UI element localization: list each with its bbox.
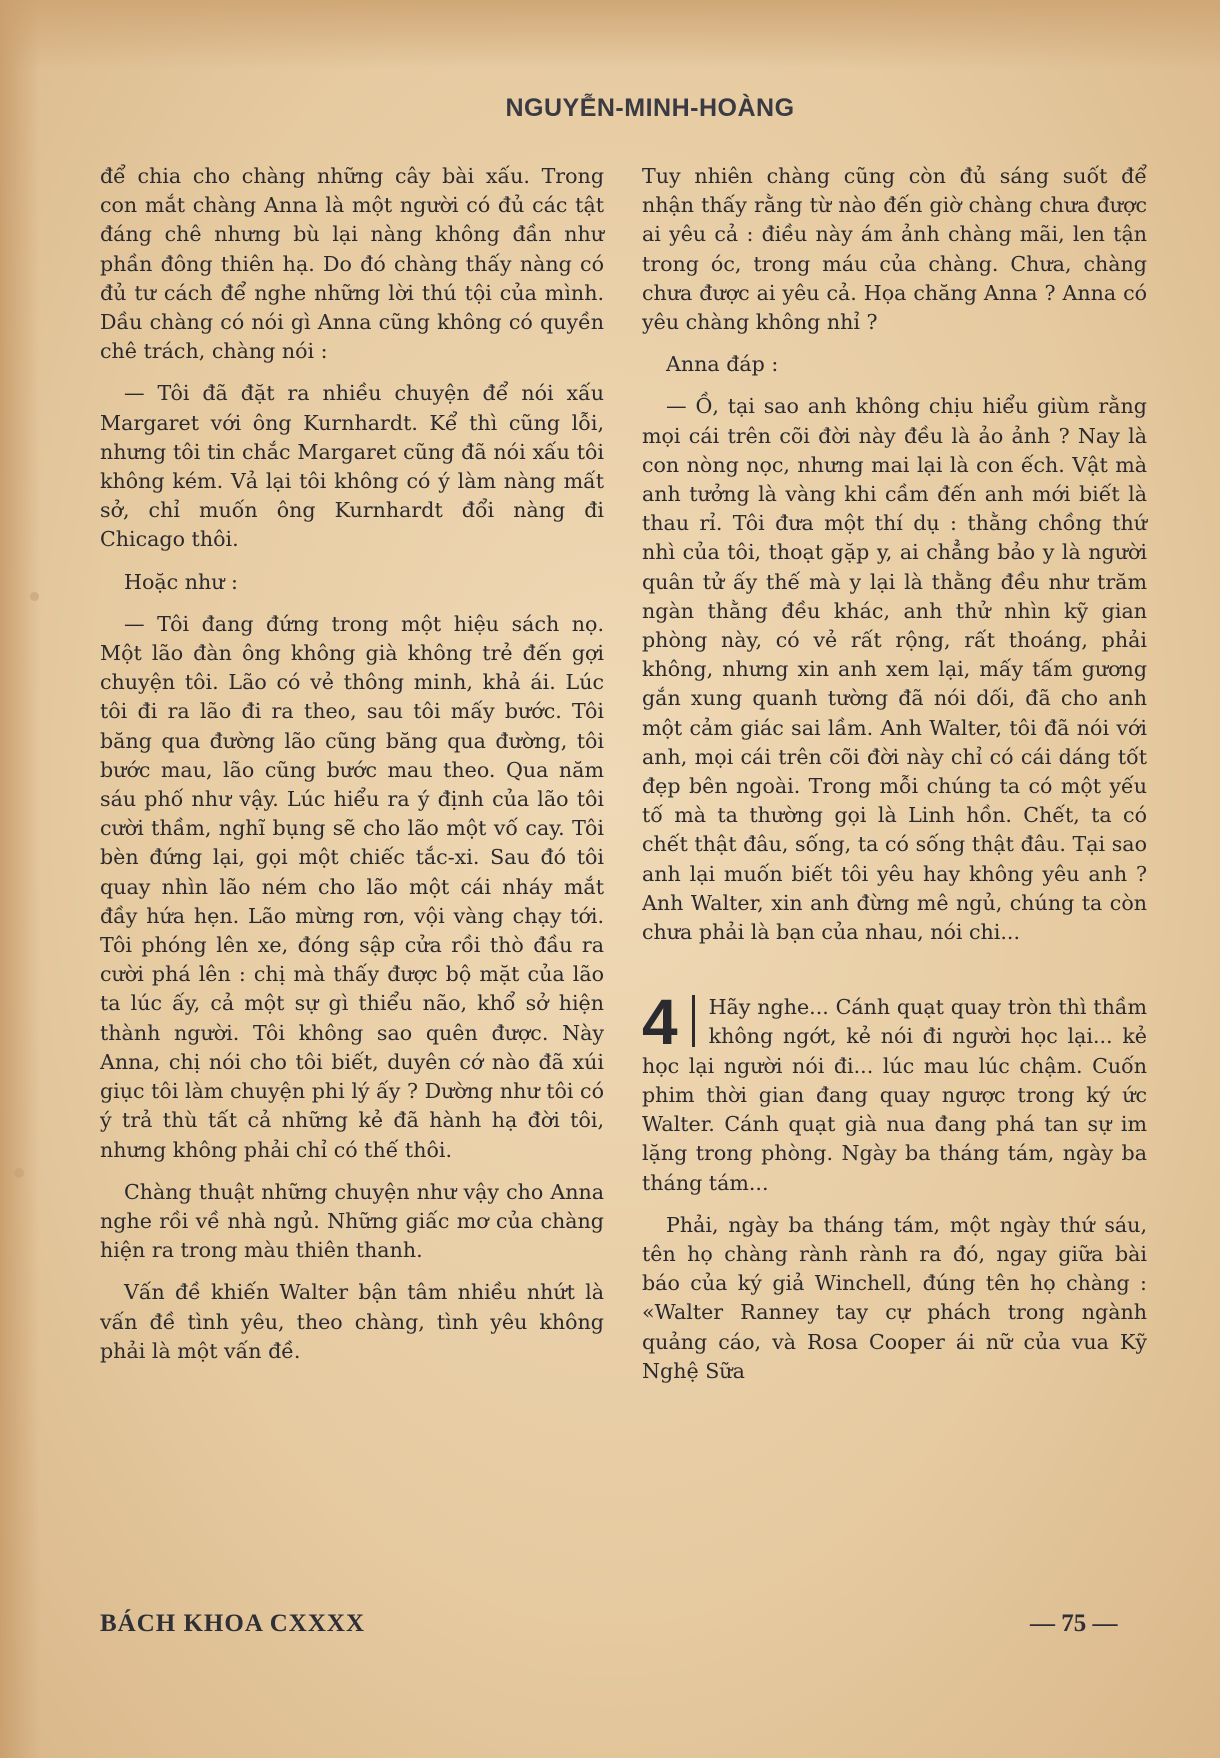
left-column — [100, 162, 604, 1379]
section-paragraph: Hãy nghe... Cánh quạt quay tròn thì thầm không ngớt, kẻ nói đi người học lại... kẻ học lại người nói đi... lúc mau lúc chậm. Cuốn phim thời gian đang quay ngược trong ký ức Walter. Cánh quạt già nua đang phá tan sự im lặng trong phòng. Ngày ba tháng tám, ngày ba tháng tám... — [642, 995, 1147, 1195]
magazine-title-footer: BÁCH KHOA CXXXX — [100, 1610, 366, 1637]
page-number: — 75 — — [1030, 1610, 1118, 1637]
paragraph: để chia cho chàng những cây bài xấu. Trong con mắt chàng Anna là một người có đủ các tật đáng chê nhưng bù lại nàng không đần như phần đông thiên hạ. Do đó chàng thấy nàng có đủ tư cách để nghe những lời thú tội của mình. Dầu chàng có nói gì Anna cũng không có quyền chê trách, chàng nói : — [100, 164, 604, 364]
ink-spot — [14, 1168, 24, 1178]
paragraph: — Ồ, tại sao anh không chịu hiểu giùm rằng mọi cái trên cõi đời này đều là ảo ảnh ? Nay là con nòng nọc, nhưng mai lại là con ếch. Vật mà anh tưởng là vàng khi cầm đến anh mới biết là thau rỉ. Tôi đưa một thí dụ : thằng chồng thứ nhì của tôi, thoạt gặp y, ai chẳng bảo y là người quân tử ấy thế mà y lại là thằng đều như trăm ngàn thằng đều khác, anh thử nhìn kỹ gian phòng này, có vẻ rất rộng, rất thoáng, phải không, nhưng xin anh xem lại, mấy tấm gương gắn xung quanh tường đã nói dối, đã cho anh một cảm giác sai lầm. Anh Walter, tôi đã nói với anh, mọi cái trên cõi đời này chỉ có cái dáng tốt đẹp bên ngoài. Trong mỗi chúng ta có một yếu tố mà ta thường gọi là Linh hồn. Chết, ta có chết thật đâu, sống, ta có sống thật đâu. Tại sao anh lại muốn biết tôi yêu hay không yêu anh ? Anh Walter, xin anh đừng mê ngủ, chúng ta còn chưa phải là bạn của nhau, nói chi... — [642, 394, 1147, 945]
section-4 — [642, 986, 1147, 1197]
page-header-author: NGUYỄN-MINH-HOÀNG — [505, 94, 795, 122]
section-number: 4 — [642, 995, 695, 1047]
paragraph: Vấn đề khiến Walter bận tâm nhiều nhứt là vấn đề tình yêu, theo chàng, tình yêu không phải là một vấn đề. — [100, 1280, 604, 1363]
paragraph: — Tôi đã đặt ra nhiều chuyện để nói xấu Margaret với ông Kurnhardt. Kể thì cũng lỗi, nhưng tôi tin chắc Margaret cũng đã nói xấu tôi không kém. Vả lại tôi không có ý làm nàng mất sở, chỉ muốn ông Kurnhardt đổi nàng đi Chicago thôi. — [100, 381, 604, 552]
paragraph: — Tôi đang đứng trong một hiệu sách nọ. Một lão đàn ông không già không trẻ đến gợi chuyện tôi. Lão có vẻ thông minh, khả ái. Lúc tôi đi ra lão đi ra theo, sau tôi mấy bước. Tôi băng qua đường lão cũng băng qua đường, tôi bước mau, lão cũng bước mau theo. Qua năm sáu phố như vậy. Lúc hiểu ra ý định của lão tôi cười thầm, nghĩ bụng sẽ cho lão một vố cay. Tôi bèn đứng lại, gọi một chiếc tắc-xi. Sau đó tôi quay nhìn lão ném cho lão một cái nháy mắt đầy hứa hẹn. Lão mừng rơn, vội vàng chạy tới. Tôi phóng lên xe, đóng sập cửa rồi thò đầu ra cười phá lên : chị mà thấy được bộ mặt của lão ta lúc ấy, cả một sự gì thiểu não, khổ sở hiện thành người. Tôi không sao quên được. Này Anna, chị nói cho tôi biết, duyên cớ nào đã xúi giục tôi làm chuyện phi lý ấy ? Dường như tôi có ý trả thù tất cả những kẻ đã hành hạ đời tôi, nhưng không phải chỉ có thế thôi. — [100, 611, 604, 1162]
right-column — [642, 162, 1147, 1399]
paragraph: Tuy nhiên chàng cũng còn đủ sáng suốt để nhận thấy rằng từ nào đến giờ chàng chưa được ai yêu cả : điều này ám ảnh chàng mãi, len tận trong óc, trong máu của chàng. Chưa, chàng chưa được ai yêu cả. Họa chăng Anna ? Anna có yêu chàng không nhỉ ? — [642, 164, 1147, 335]
ink-spot — [30, 592, 39, 601]
paragraph: Chàng thuật những chuyện như vậy cho Anna nghe rồi về nhà ngủ. Những giấc mơ của chàng hiện ra trong màu thiên thanh. — [100, 1179, 604, 1263]
paragraph: Hoặc như : — [124, 569, 238, 594]
paragraph: Anna đáp : — [666, 352, 779, 377]
paragraph: Phải, ngày ba tháng tám, một ngày thứ sáu, tên họ chàng rành rành ra đó, ngay giữa bài báo của ký giả Winchell, đúng tên họ chàng : «Walter Ranney tay cự phách trong ngành quảng cáo, và Rosa Cooper ái nữ của vua Kỹ Nghệ Sữa — [642, 1212, 1147, 1383]
